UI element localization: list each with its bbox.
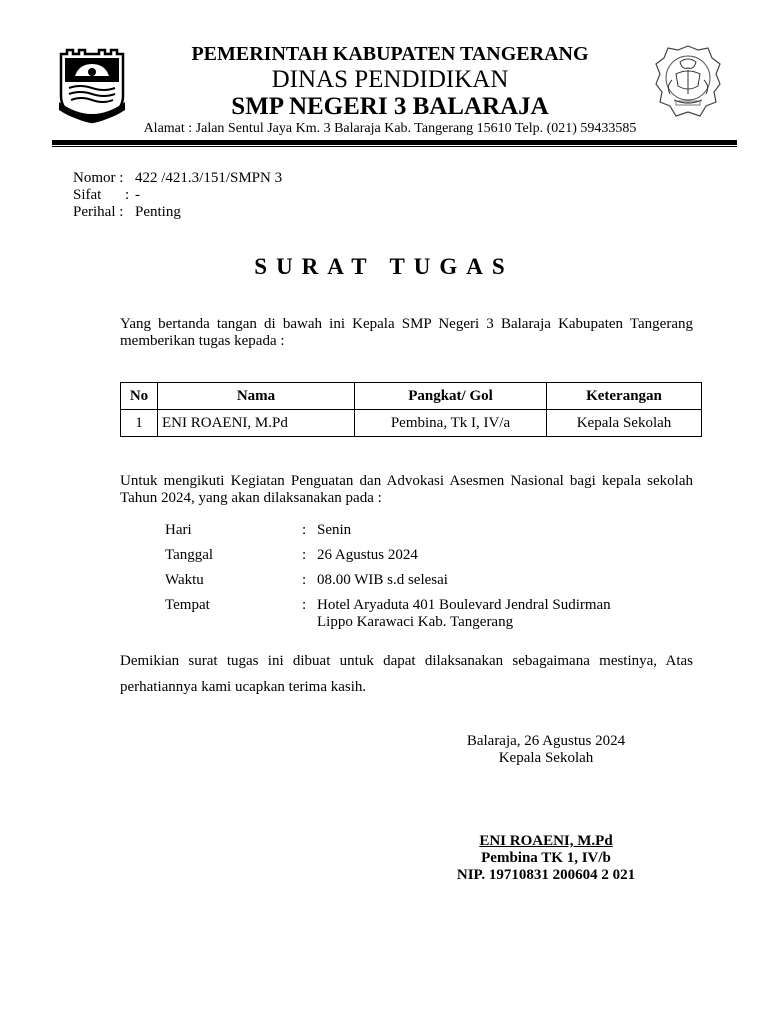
tut-wuri-handayani-emblem-icon <box>654 44 722 122</box>
closing-paragraph: Demikian surat tugas ini dibuat untuk dapat dilaksanakan sebagaimana mestinya, Atas perhatiannya kami ucapkan terima kasih. <box>120 653 693 695</box>
letter-meta <box>73 170 282 221</box>
detail-separator: : <box>302 522 307 538</box>
tempat-label: Tempat <box>165 597 210 613</box>
detail-separator: : <box>302 547 307 563</box>
signature-block <box>440 833 652 884</box>
sifat-label: Sifat <box>73 187 102 203</box>
sifat-value: - <box>135 187 140 203</box>
perihal-row <box>73 204 282 221</box>
cell-no: 1 <box>121 410 158 437</box>
assignee-table <box>120 382 702 437</box>
signer-rank: Pembina TK 1, IV/b <box>481 850 611 866</box>
cell-keterangan: Kepala Sekolah <box>547 410 702 437</box>
column-header-pangkat: Pangkat/ Gol <box>355 383 547 410</box>
hari-label: Hari <box>165 522 192 538</box>
tanggal-label: Tanggal <box>165 547 214 563</box>
column-header-keterangan: Keterangan <box>547 383 702 410</box>
hari-value: Senin <box>317 522 352 538</box>
cell-nama: ENI ROAENI, M.Pd <box>158 410 355 437</box>
tempat-value-line1: Hotel Aryaduta 401 Boulevard Jendral Sudirman <box>317 597 611 613</box>
header-divider-thin <box>52 146 737 147</box>
nomor-label: Nomor : <box>73 170 124 186</box>
detail-row-hari <box>165 522 647 547</box>
detail-row-tanggal <box>165 547 647 572</box>
letter-title: SURAT TUGAS <box>254 254 514 279</box>
perihal-label: Perihal : <box>73 204 124 220</box>
column-header-nama: Nama <box>158 383 355 410</box>
agency-name: DINAS PENDIDIKAN <box>271 66 509 93</box>
kabupaten-tangerang-emblem-icon <box>57 44 127 124</box>
header-divider-thick <box>52 140 737 145</box>
intro-paragraph: Yang bertanda tangan di bawah ini Kepala SMP Negeri 3 Balaraja Kabupaten Tangerang memberikan tugas kepada : <box>120 316 693 349</box>
tempat-value-line2: Lippo Karawaci Kab. Tangerang <box>317 614 514 630</box>
signer-position: Kepala Sekolah <box>498 750 594 766</box>
table-row <box>121 410 702 437</box>
detail-row-tempat <box>165 597 647 631</box>
detail-separator: : <box>302 597 307 613</box>
waktu-value: 08.00 WIB s.d selesai <box>317 572 448 588</box>
signer-nip: NIP. 19710831 200604 2 021 <box>456 867 636 883</box>
place-date: Balaraja, 26 Agustus 2024 <box>466 733 626 749</box>
waktu-label: Waktu <box>165 572 204 588</box>
detail-row-waktu <box>165 572 647 597</box>
sifat-row <box>73 187 282 204</box>
school-name: SMP NEGERI 3 BALARAJA <box>231 93 549 120</box>
nomor-value: 422 /421.3/151/SMPN 3 <box>135 170 283 186</box>
school-address: Alamat : Jalan Sentul Jaya Km. 3 Balaraja Kab. Tangerang 15610 Telp. (021) 59433585 <box>143 121 637 136</box>
nomor-row <box>73 170 282 187</box>
sifat-separator: : <box>125 187 130 203</box>
purpose-paragraph: Untuk mengikuti Kegiatan Penguatan dan Advokasi Asesmen Nasional bagi kepala sekolah Tahun 2024, yang akan dilaksanakan pada : <box>120 473 693 506</box>
perihal-value: Penting <box>135 204 181 220</box>
tempat-value <box>317 597 647 631</box>
tanggal-value: 26 Agustus 2024 <box>317 547 418 563</box>
column-header-no: No <box>121 383 158 410</box>
detail-separator: : <box>302 572 307 588</box>
signature-header <box>440 733 652 767</box>
cell-pangkat: Pembina, Tk I, IV/a <box>355 410 547 437</box>
table-header-row <box>121 383 702 410</box>
signer-name: ENI ROAENI, M.Pd <box>479 833 613 849</box>
government-name: PEMERINTAH KABUPATEN TANGERANG <box>191 43 589 65</box>
event-details <box>165 522 647 631</box>
